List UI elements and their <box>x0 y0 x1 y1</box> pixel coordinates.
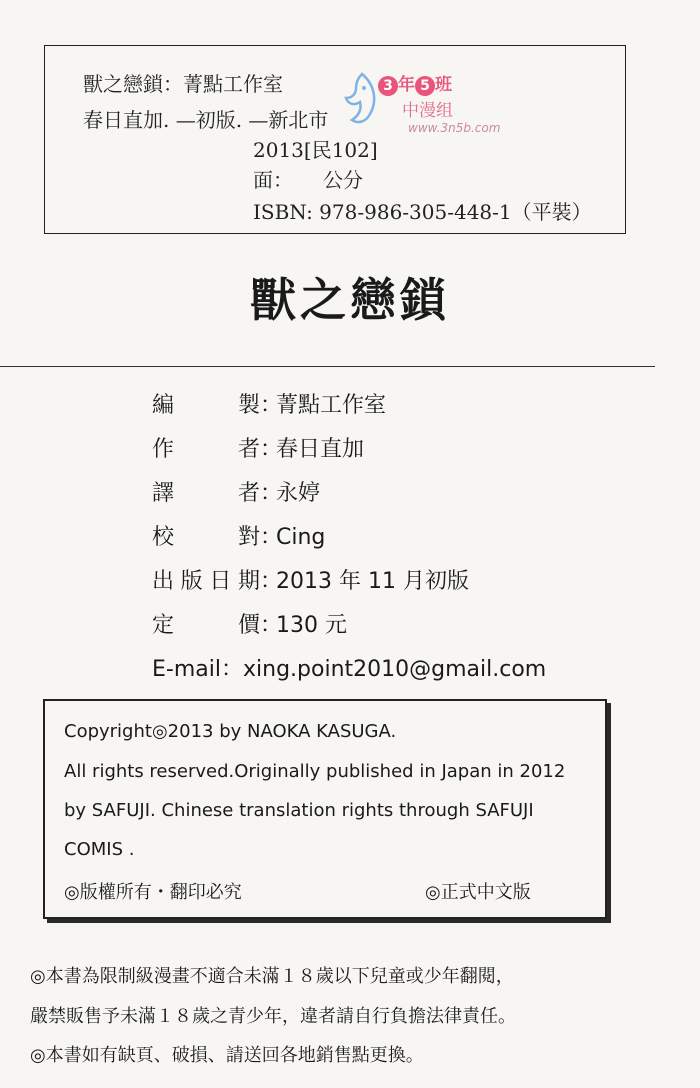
email-label: E-mail <box>152 657 221 682</box>
sales-restriction-notice: 嚴禁販售予未滿１８歲之青少年，違者請自行負擔法律責任。 <box>30 1006 516 1027</box>
cip-pages-line: 面： 公分 <box>253 168 363 192</box>
watermark-url: www.3n5b.com <box>408 121 501 135</box>
info-label: 出版日期 <box>152 569 260 594</box>
cip-title-line: 獸之戀鎖：菁點工作室 <box>83 72 283 96</box>
info-row-translator: 譯者：永婷 <box>152 476 320 507</box>
cip-author-line: 春日直加. —初版. —新北市 <box>83 108 329 132</box>
all-rights-reserved-note: ◎版權所有・翻印必究 <box>64 882 242 903</box>
copyright-box <box>43 699 607 919</box>
info-label: 校對 <box>152 525 260 550</box>
info-value: 春日直加 <box>276 437 365 462</box>
info-value: 菁點工作室 <box>276 393 387 418</box>
info-label: 作者 <box>152 437 260 462</box>
email-address: xing.point2010@gmail.com <box>243 657 547 682</box>
cip-year-line: 2013[民102] <box>253 138 378 162</box>
defect-exchange-notice: ◎本書如有缺頁、破損、請送回各地銷售點更換。 <box>30 1045 424 1066</box>
divider-line <box>0 366 655 367</box>
copyright-line: Copyright◎2013 by NAOKA KASUGA. <box>64 721 397 742</box>
watermark-number-badge: 5 <box>415 76 435 96</box>
info-value: 永婷 <box>276 481 321 506</box>
info-value: 2013 年 11 月初版 <box>276 569 469 594</box>
info-row-publish-date: 出版日期：2013 年 11 月初版 <box>152 564 469 595</box>
rights-line: All rights reserved.Originally published in Japan in 2012 <box>64 761 566 782</box>
info-row-editor: 編製：菁點工作室 <box>152 388 386 419</box>
watermark-class-char: 班 <box>435 75 452 95</box>
book-title: 獸之戀鎖 <box>250 273 450 327</box>
watermark-year-char: 年 <box>398 75 415 95</box>
watermark-number-badge: 3 <box>378 76 398 96</box>
rights-line: by SAFUJI. Chinese translation rights through SAFUJI <box>64 800 534 821</box>
info-value: 130 元 <box>276 613 347 638</box>
scanlation-watermark <box>340 64 500 144</box>
info-row-proofreader: 校對：Cing <box>152 520 325 551</box>
info-label: 譯者 <box>152 481 260 506</box>
rights-line: COMIS . <box>64 839 135 860</box>
info-value: Cing <box>276 525 326 550</box>
cip-isbn-line: ISBN: 978-986-305-448-1（平裝） <box>253 200 592 224</box>
official-edition-note: ◎正式中文版 <box>425 882 531 903</box>
age-restriction-notice: ◎本書為限制級漫畫不適合未滿１８歲以下兒童或少年翻閱， <box>30 966 514 987</box>
info-row-author: 作者：春日直加 <box>152 432 364 463</box>
info-row-price: 定價：130 元 <box>152 608 347 639</box>
info-row-email: E-mail：xing.point2010@gmail.com <box>152 657 547 682</box>
watermark-class-label <box>378 70 452 96</box>
cip-record-box <box>44 45 626 234</box>
info-label: 編製 <box>152 393 260 418</box>
watermark-group-name: 中漫组 <box>402 101 453 121</box>
info-label: 定價 <box>152 613 260 638</box>
